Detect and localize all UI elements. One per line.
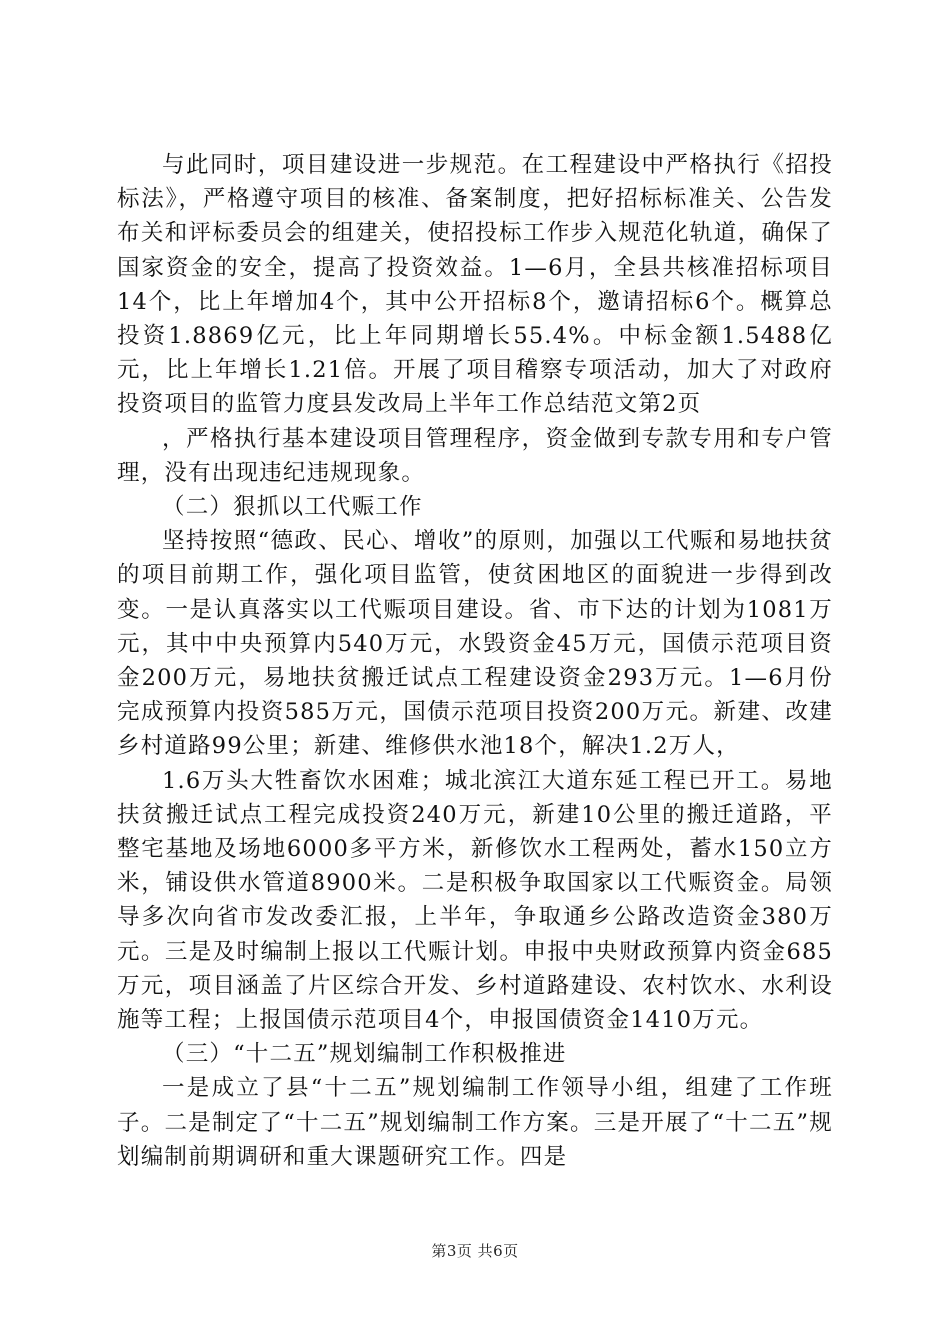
paragraph-five-year-plan: 一是成立了县“十二五”规划编制工作领导小组，组建了工作班子。二是制定了“十二五”规划编制工作方案。三是开展了“十二五”规划编制前期调研和重大课题研究工作。四是	[117, 1075, 833, 1170]
section-heading-five-year-plan: （三）“十二五”规划编制工作积极推进	[162, 1041, 567, 1068]
section-heading-work-relief: （二）狠抓以工代赈工作	[162, 494, 423, 521]
paragraph-project-standardization: 与此同时，项目建设进一步规范。在工程建设中严格执行《招投标法》，严格遵守项目的核准、备案制度，把好招标标准关、公告发布关和评标委员会的组建关，使招投标工作步入规范化轨道，确保了国家资金的安全，提高了投资效益。1—6月，全县共核准招标项目14个，比上年增加4个，其中公开招标8个，邀请招标6个。概算总投资1.8869亿元，比上年同期增长55.4%。中标金额1.5488亿元，比上年增长1.21倍。开展了项目稽察专项活动，加大了对政府投资项目的监管力度县发改局上半年工作总结范文第2页	[117, 152, 833, 418]
document-body	[117, 148, 833, 1174]
paragraph-fund-management: ，严格执行基本建设项目管理程序，资金做到专款专用和专户管理，没有出现违纪违规现象。	[117, 425, 833, 486]
paragraph-livestock-water: 1.6万头大牲畜饮水困难；城北滨江大道东延工程已开工。易地扶贫搬迁试点工程完成投资240万元，新建10公里的搬迁道路，平整宅基地及场地6000多平方米，新修饮水工程两处，蓄水150立方米，铺设供水管道8900米。二是积极争取国家以工代赈资金。局领导多次向省市发改委汇报，上半年，争取通乡公路改造资金380万元。三是及时编制上报以工代赈计划。申报中央财政预算内资金685万元，项目涵盖了片区综合开发、乡村道路建设、农村饮水、水利设施等工程；上报国债示范项目4个，申报国债资金1410万元。	[117, 767, 833, 1034]
page-number-footer: 第3页 共6页	[431, 1242, 519, 1260]
paragraph-work-relief-principles: 坚持按照“德政、民心、增收”的原则，加强以工代赈和易地扶贫的项目前期工作，强化项目监管，使贫困地区的面貌进一步得到改变。一是认真落实以工代赈项目建设。省、市下达的计划为1081万元，其中中央预算内540万元，水毁资金45万元，国债示范项目资金200万元，易地扶贫搬迁试点工程建设资金293万元。1—6月份完成预算内投资585万元，国债示范项目投资200万元。新建、改建乡村道路99公里；新建、维修供水池18个，解决1.2万人，	[117, 528, 833, 760]
